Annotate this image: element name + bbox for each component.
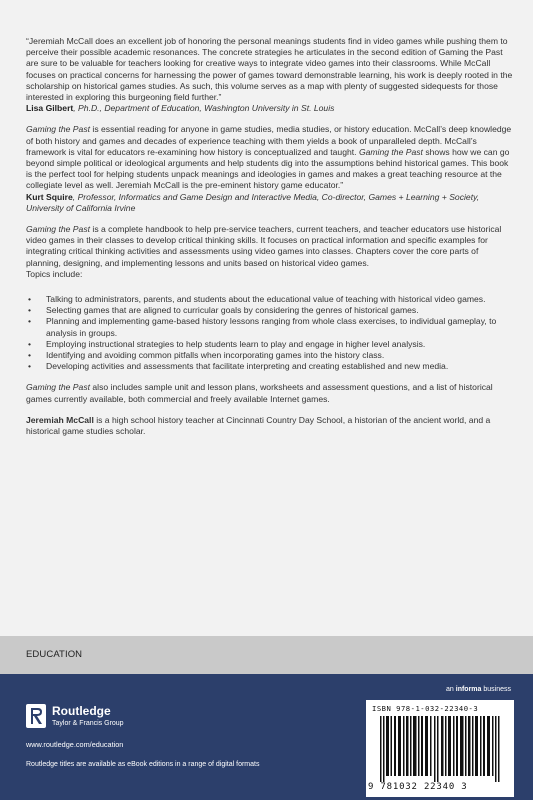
list-item: • Planning and implementing game-based history lessons ranging from whole class exercises, to individual gameplay, to analysis in groups. — [26, 316, 514, 338]
barcode-icon — [380, 716, 500, 782]
publisher-url[interactable]: www.routledge.com/education — [26, 740, 124, 749]
also-includes — [26, 382, 514, 404]
description-text: is a complete handbook to help pre-service teachers, current teachers, and teacher educators use historical video games in their classes to develop critical thinking skills. It focuses on practical information and specific examples for integrating critical thinking activities and assessments using video games into classes. Chapters cover the core parts of planning, designing, and implementing lessons and units based on historical video games. — [26, 224, 502, 268]
endorsement-quote-1: “Jeremiah McCall does an excellent job of honoring the personal meanings students find in video games while pushing them to perceive their possible academic resonances. The concrete strategies he articulates in the second edition of Gaming the Past are sure to be valuable for teachers looking for creative ways to integrate video games into their classrooms. While McCall focuses on practical concerns for harnessing the power of games toward demonstrable learning, his work is deeply rooted in the scholarship on historical games studies. As such, this volume serves as a map with plenty of suggested sidequests for those interested in exploring this burgeoning field further.” — [26, 36, 513, 103]
list-item: • Talking to administrators, parents, and students about the educational value of teaching with historical video games. — [26, 294, 514, 305]
author-bio-text: is a high school history teacher at Cincinnati Country Day School, a historian of the ancient world, and a historical game studies scholar. — [26, 414, 491, 437]
list-item: • Identifying and avoiding common pitfalls when incorporating games into the history class. — [26, 350, 514, 361]
book-description — [26, 224, 514, 269]
topics-heading: Topics include: — [26, 268, 83, 279]
cover-content — [26, 36, 514, 437]
endorsement-quote-2 — [26, 124, 514, 191]
barcode-number: 9 781032 22340 3 — [368, 782, 468, 792]
list-item: • Developing activities and assessments that facilitate interpreting and creating established and new media. — [26, 361, 514, 372]
category-band — [0, 636, 533, 674]
endorsement-attribution-2 — [26, 192, 514, 214]
topics-list — [26, 294, 514, 372]
routledge-logo-icon — [26, 704, 46, 728]
quote2-part-a: is essential reading for anyone in game studies, media studies, or history education. McCall’s deep knowledge of both history and games and decades of experience teaching with them yields a book of unparalleled depth. McCall’s framework is vital for educators re-examining how history is conceptualized and taught. — [26, 124, 512, 157]
isbn-text: ISBN 978-1-032-22340-3 — [372, 704, 479, 713]
publisher-name: Routledge — [52, 704, 111, 718]
author-name: Jeremiah McCall — [26, 414, 94, 425]
endorser-name-2: Kurt Squire — [26, 191, 73, 202]
publisher-group: Taylor & Francis Group — [52, 720, 124, 727]
category-label: EDUCATION — [26, 649, 83, 660]
book-title-ref: Gaming the Past — [26, 224, 91, 235]
list-item: • Selecting games that are aligned to curricular goals by considering the genres of historical games. — [26, 305, 514, 316]
list-item: • Employing instructional strategies to help students learn to play and engage in higher level analysis. — [26, 339, 514, 350]
quote2-part-b: shows how we can go beyond simple political or ideological arguments and help students dig into the assumptions behind historical games. This book is the perfect tool for helping students unpack meanings and ideologies in games and makes a great teaching resource at the collegiate level as well. Jeremiah McCall is the pre-eminent history game educator.” — [26, 146, 510, 191]
endorser-affiliation-2: , Professor, Informatics and Game Design and Interactive Media, Co-director, Games + Learning + Society, University of California Irvine — [26, 191, 480, 213]
informa-tag: an informa business — [446, 686, 511, 693]
book-title-ref: Gaming the Past — [26, 124, 91, 135]
book-title-ref: Gaming the Past — [358, 146, 423, 157]
author-bio — [26, 415, 514, 437]
barcode-panel — [366, 700, 514, 797]
endorsement-attribution-1 — [26, 103, 514, 114]
endorser-name-1: Lisa Gilbert — [26, 103, 74, 114]
endorser-affiliation-1: , Ph.D., Department of Education, Washington University in St. Louis — [73, 103, 335, 114]
also-includes-text: also includes sample unit and lesson plans, worksheets and assessment questions, and a list of historical games currently available, both commercial and freely available Internet games. — [26, 382, 493, 404]
ebook-note: Routledge titles are available as eBook editions in a range of digital formats — [26, 761, 260, 768]
publisher-footer — [0, 674, 533, 800]
book-title-ref: Gaming the Past — [26, 382, 91, 393]
